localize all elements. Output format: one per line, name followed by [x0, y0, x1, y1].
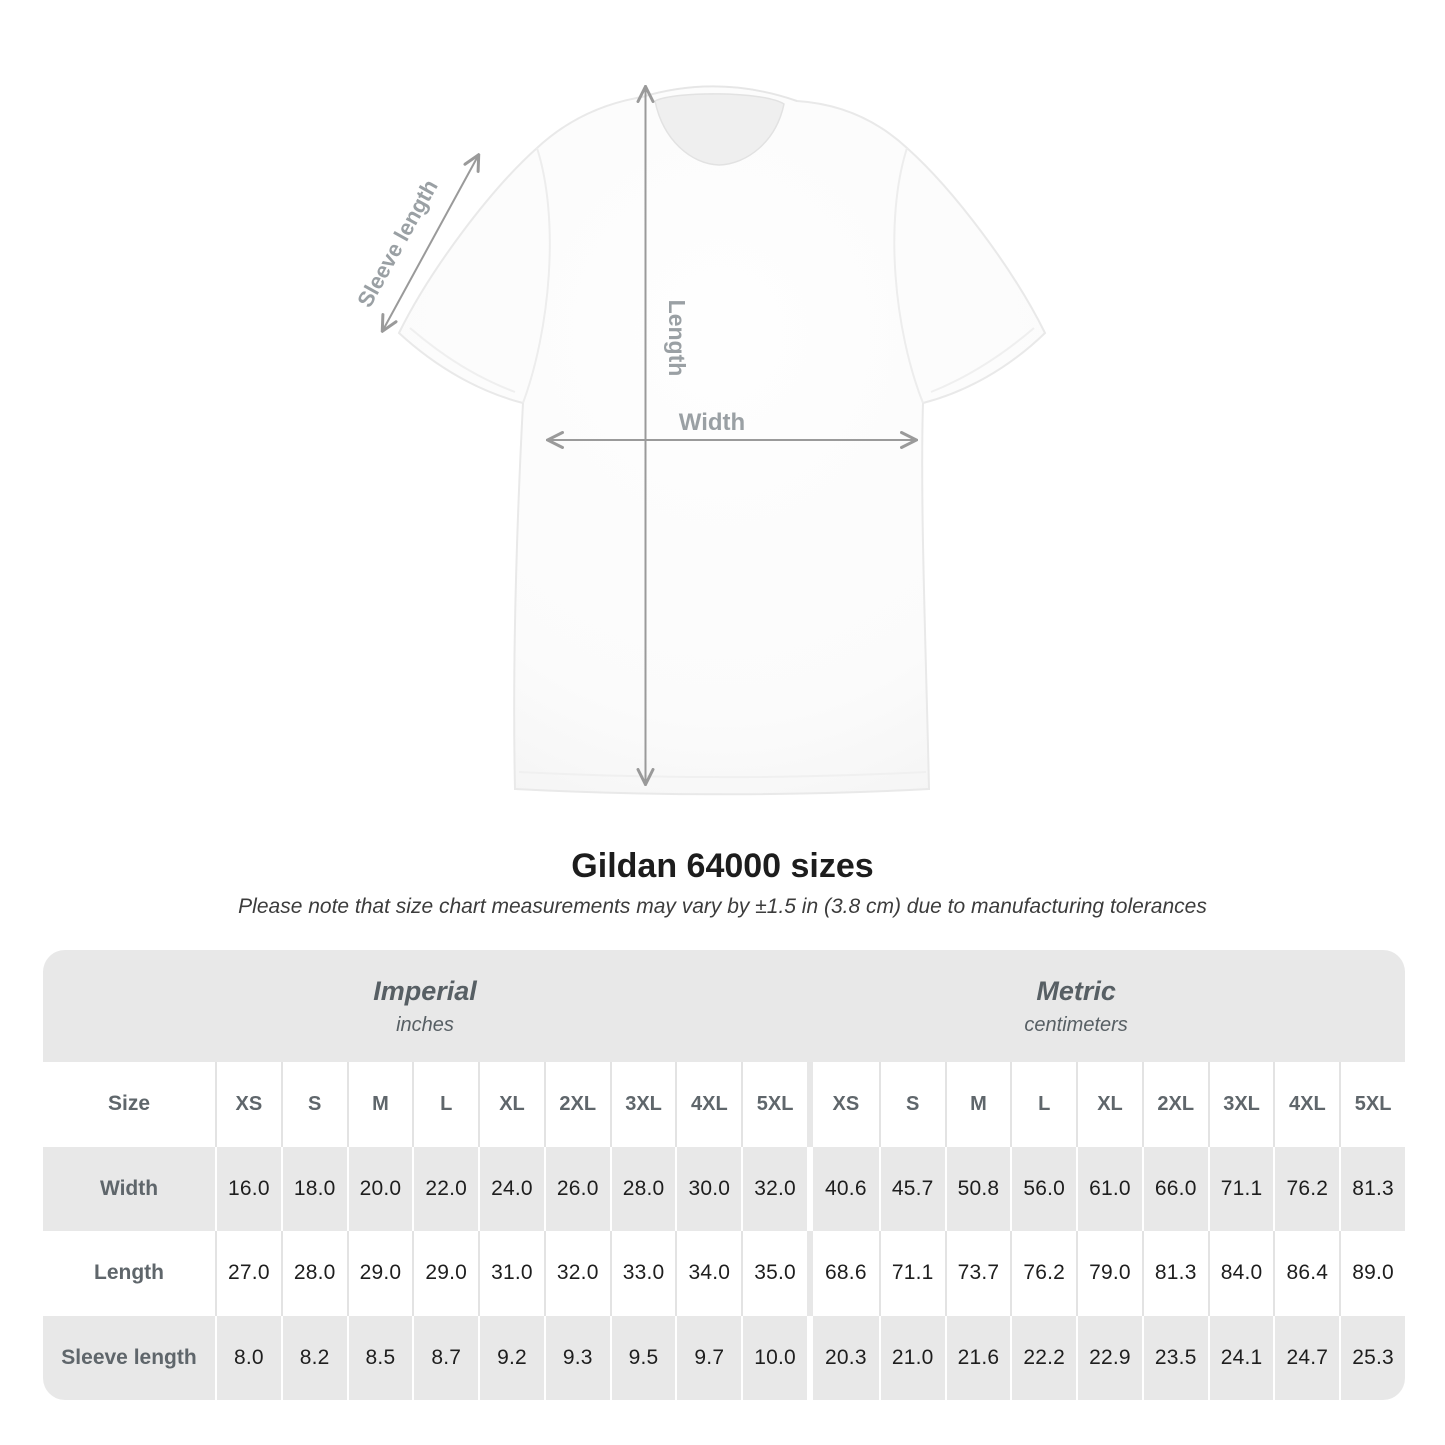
value-cell: 8.7: [412, 1316, 478, 1401]
metric-header: [813, 950, 1339, 1062]
value-cell: 24.1: [1208, 1316, 1274, 1401]
value-cell: 9.5: [610, 1316, 676, 1401]
size-table: [43, 950, 1405, 1400]
value-cell: 40.6: [813, 1147, 879, 1232]
value-cell: 22.9: [1076, 1316, 1142, 1401]
size-cell: M: [347, 1062, 413, 1147]
value-cell: 23.5: [1142, 1316, 1208, 1401]
size-cell: XS: [813, 1062, 879, 1147]
metric-unit: centimeters: [1024, 1013, 1128, 1036]
value-cell: 30.0: [675, 1147, 741, 1232]
value-cell: 9.2: [478, 1316, 544, 1401]
value-cell: 34.0: [675, 1231, 741, 1316]
table-row: [43, 1316, 1405, 1401]
value-cell: 33.0: [610, 1231, 676, 1316]
value-cell: 68.6: [813, 1231, 879, 1316]
value-cell: 18.0: [281, 1147, 347, 1232]
value-cell: 29.0: [347, 1231, 413, 1316]
value-cell: 26.0: [544, 1147, 610, 1232]
value-cell: 16.0: [215, 1147, 281, 1232]
value-cell: 29.0: [412, 1231, 478, 1316]
row-label: Size: [43, 1062, 215, 1147]
size-cell: M: [945, 1062, 1011, 1147]
table-row: [43, 1231, 1405, 1316]
row-label: Length: [43, 1231, 215, 1316]
length-label: Length: [664, 299, 690, 377]
size-cell: 3XL: [610, 1062, 676, 1147]
size-cell: XS: [215, 1062, 281, 1147]
value-cell: 8.0: [215, 1316, 281, 1401]
value-cell: 89.0: [1339, 1231, 1405, 1316]
imperial-label: Imperial: [373, 975, 477, 1006]
page-title: Gildan 64000 sizes: [571, 847, 874, 885]
value-cell: 79.0: [1076, 1231, 1142, 1316]
value-cell: 21.6: [945, 1316, 1011, 1401]
size-cell: 2XL: [1142, 1062, 1208, 1147]
size-cell: L: [1010, 1062, 1076, 1147]
value-cell: 81.3: [1339, 1147, 1405, 1232]
value-cell: 25.3: [1339, 1316, 1405, 1401]
value-cell: 22.2: [1010, 1316, 1076, 1401]
value-cell: 56.0: [1010, 1147, 1076, 1232]
size-cell: XL: [1076, 1062, 1142, 1147]
size-cell: L: [412, 1062, 478, 1147]
value-cell: 45.7: [879, 1147, 945, 1232]
imperial-header: [43, 950, 807, 1062]
value-cell: 20.3: [813, 1316, 879, 1401]
value-cell: 22.0: [412, 1147, 478, 1232]
value-cell: 28.0: [281, 1231, 347, 1316]
size-cell: 2XL: [544, 1062, 610, 1147]
value-cell: 9.7: [675, 1316, 741, 1401]
value-cell: 27.0: [215, 1231, 281, 1316]
value-cell: 8.2: [281, 1316, 347, 1401]
value-cell: 28.0: [610, 1147, 676, 1232]
value-cell: 24.0: [478, 1147, 544, 1232]
value-cell: 66.0: [1142, 1147, 1208, 1232]
value-cell: 35.0: [741, 1231, 807, 1316]
value-cell: 73.7: [945, 1231, 1011, 1316]
row-label: Width: [43, 1147, 215, 1232]
value-cell: 71.1: [1208, 1147, 1274, 1232]
table-row: [43, 1147, 1405, 1232]
width-label: Width: [678, 409, 746, 436]
imperial-unit: inches: [396, 1013, 454, 1036]
value-cell: 76.2: [1273, 1147, 1339, 1232]
value-cell: 31.0: [478, 1231, 544, 1316]
metric-label: Metric: [1036, 975, 1116, 1006]
value-cell: 71.1: [879, 1231, 945, 1316]
value-cell: 32.0: [544, 1231, 610, 1316]
value-cell: 76.2: [1010, 1231, 1076, 1316]
value-cell: 84.0: [1208, 1231, 1274, 1316]
size-cell: 5XL: [741, 1062, 807, 1147]
sleeve-length-label: Sleeve length: [352, 175, 443, 312]
value-cell: 61.0: [1076, 1147, 1142, 1232]
value-cell: 10.0: [741, 1316, 807, 1401]
value-cell: 8.5: [347, 1316, 413, 1401]
size-cell: 4XL: [675, 1062, 741, 1147]
value-cell: 86.4: [1273, 1231, 1339, 1316]
size-cell: 3XL: [1208, 1062, 1274, 1147]
table-header-band: [43, 950, 1405, 1062]
value-cell: 81.3: [1142, 1231, 1208, 1316]
value-cell: 32.0: [741, 1147, 807, 1232]
size-cell: 5XL: [1339, 1062, 1405, 1147]
value-cell: 50.8: [945, 1147, 1011, 1232]
size-cell: 4XL: [1273, 1062, 1339, 1147]
value-cell: 9.3: [544, 1316, 610, 1401]
tolerance-note: Please note that size chart measurements may vary by ±1.5 in (3.8 cm) due to manufacturing tolerances: [238, 895, 1207, 918]
value-cell: 20.0: [347, 1147, 413, 1232]
size-cell: XL: [478, 1062, 544, 1147]
row-label: Sleeve length: [43, 1316, 215, 1401]
value-cell: 24.7: [1273, 1316, 1339, 1401]
size-cell: S: [879, 1062, 945, 1147]
table-row: [43, 1062, 1405, 1147]
value-cell: 21.0: [879, 1316, 945, 1401]
size-cell: S: [281, 1062, 347, 1147]
